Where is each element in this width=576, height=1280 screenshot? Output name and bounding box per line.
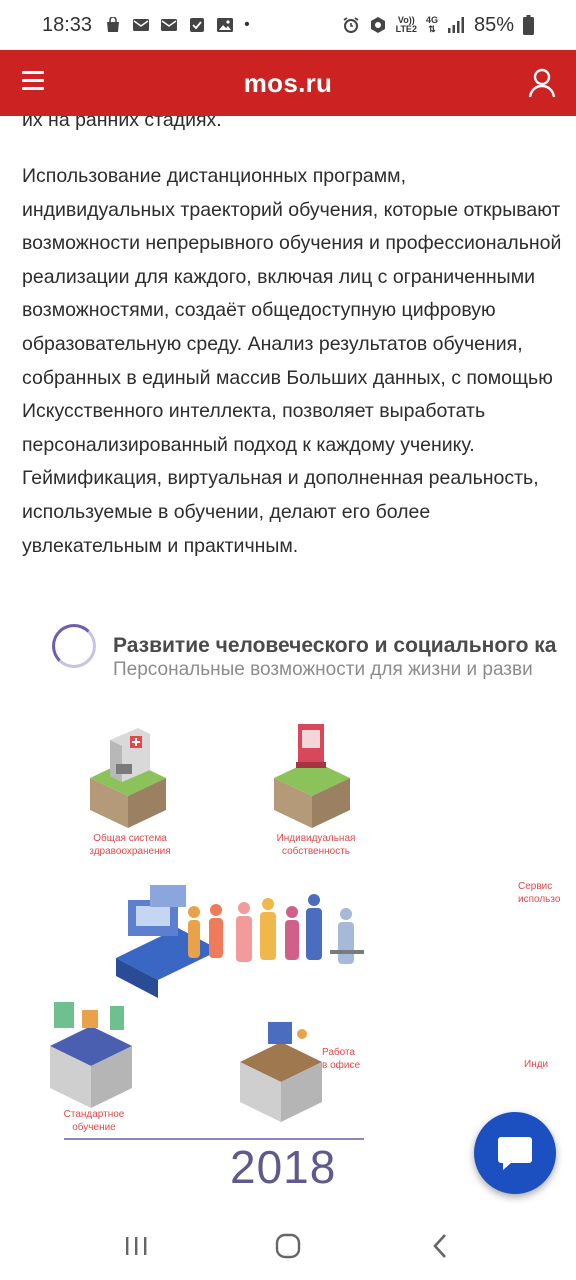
user-profile-icon[interactable] <box>528 68 556 98</box>
menu-button[interactable] <box>22 71 44 93</box>
volte-indicator: Vo)) LTE2 <box>395 15 417 34</box>
office-work-illustration <box>238 1014 324 1124</box>
standard-education-illustration <box>48 996 134 1110</box>
healthcare-building-illustration <box>88 720 168 830</box>
back-button[interactable] <box>420 1226 460 1266</box>
site-title[interactable]: mos.ru <box>243 67 333 98</box>
network-type-indicator: 4G ⇅ <box>425 15 438 34</box>
alarm-icon <box>342 16 360 34</box>
system-navigation-bar <box>0 1212 576 1280</box>
notification-icons <box>104 16 250 34</box>
infographic-title: Развитие человеческого и социального ка <box>113 634 557 657</box>
infographic-subtitle: Персональные возможности для жизни и разви <box>113 659 533 680</box>
back-icon <box>431 1233 449 1259</box>
more-notifications-dot: • <box>244 16 250 33</box>
app-header <box>0 50 576 116</box>
label-healthcare: Общая система здравоохранения <box>89 833 171 857</box>
label-property: Индивидуальная собственность <box>276 833 356 857</box>
shopping-bag-icon <box>104 17 122 33</box>
timeline-year: 2018 <box>230 1141 337 1193</box>
label-office: Работа в офисе <box>322 1047 361 1071</box>
article-partial-line: их на ранних стадиях. <box>22 116 222 130</box>
chat-bubble-icon <box>495 1133 535 1173</box>
recent-apps-icon <box>124 1235 148 1257</box>
label-service: Сервис использо <box>518 881 561 905</box>
battery-level: 85% <box>473 13 514 36</box>
chat-button[interactable] <box>474 1112 556 1194</box>
infographic-circle-icon <box>52 624 96 668</box>
article-body <box>22 116 562 563</box>
article-paragraph: Использование дистанционных программ, индивидуальных траекторий обучения, которые открывают возможности непрерывного обучения и профессиональной реализации для каждого, включая лиц с ограниченными возможностями, создаёт общедоступную цифровую образовательную среду. Анализ результатов обучения, собранных в единый массив Больших данных, с помощью Искусственного интеллекта, позволяет выработать персонализированный подход к каждому ученику. Геймификация, виртуальная и дополненная реальность, используемые в обучении, делают его более увлекательным и практичным. <box>22 165 562 557</box>
label-education: Стандартное обучение <box>63 1109 125 1133</box>
checkbox-icon <box>188 17 206 33</box>
mail-icon <box>132 17 150 33</box>
hamburger-icon <box>22 71 44 74</box>
mail-icon <box>160 17 178 33</box>
status-bar <box>0 0 576 50</box>
data-saver-icon <box>369 16 387 34</box>
office-people-illustration <box>108 880 378 1010</box>
status-time: 18:33 <box>42 13 93 36</box>
recent-apps-button[interactable] <box>116 1226 156 1266</box>
battery-icon <box>523 15 534 35</box>
label-individual: Инди <box>524 1059 549 1070</box>
property-illustration <box>272 720 352 830</box>
home-icon <box>275 1233 301 1259</box>
system-icons <box>342 14 534 37</box>
home-button[interactable] <box>268 1226 308 1266</box>
signal-icon <box>447 16 465 34</box>
image-icon <box>216 17 234 33</box>
